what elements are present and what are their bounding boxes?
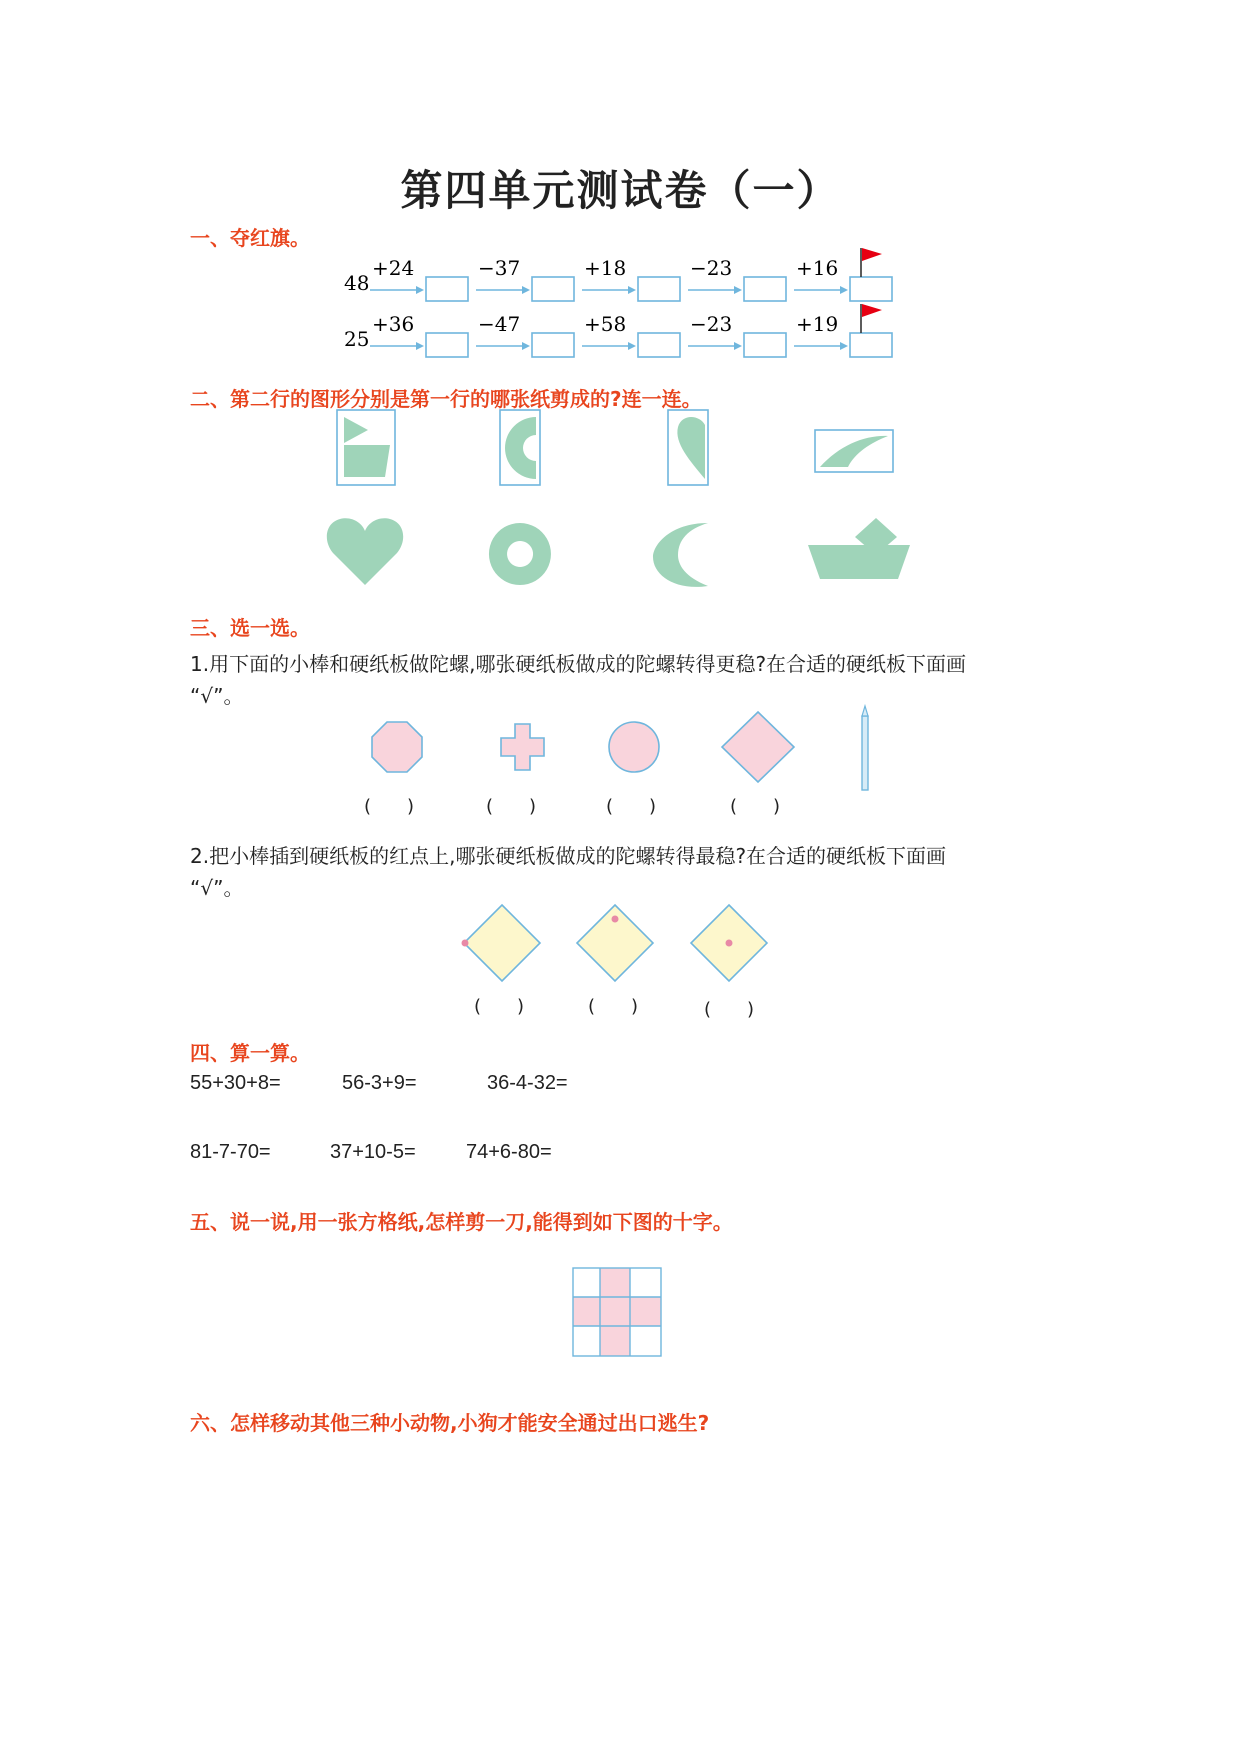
chain-start: 48 <box>344 271 370 295</box>
chain-arrow <box>582 286 636 294</box>
calc-item: 55+30+8= <box>190 1072 281 1094</box>
answer-paren[interactable]: ( ) <box>588 996 639 1017</box>
answer-box[interactable] <box>850 333 892 357</box>
chain-op: +24 <box>372 256 415 280</box>
chain-op: −47 <box>478 312 521 336</box>
answer-box[interactable] <box>850 277 892 301</box>
question-3-1-text: 1.用下面的小棒和硬纸板做陀螺,哪张硬纸板做成的陀螺转得更稳?在合适的硬纸板下面画 <box>190 652 967 676</box>
chain-arrow <box>370 286 424 294</box>
crescent-shape <box>653 523 708 587</box>
answer-box[interactable] <box>426 333 468 357</box>
answer-box[interactable] <box>532 333 574 357</box>
cross-horizontal <box>573 1297 661 1326</box>
red-dot <box>612 916 619 923</box>
chain-op: +58 <box>584 312 627 336</box>
answer-box[interactable] <box>744 277 786 301</box>
answer-paren[interactable]: ( ) <box>364 796 415 817</box>
red-dot <box>726 940 733 947</box>
chain-op: −37 <box>478 256 521 280</box>
chain-row-2 <box>344 304 892 357</box>
chain-op: −23 <box>690 312 733 336</box>
calc-item: 37+10-5= <box>330 1141 416 1163</box>
question-3-2-text: 2.把小棒插到硬纸板的红点上,哪张硬纸板做成的陀螺转得最稳?在合适的硬纸板下面画 <box>190 844 947 868</box>
ring-shape <box>489 523 551 585</box>
answer-box[interactable] <box>744 333 786 357</box>
cut-shapes-diagram <box>320 405 920 595</box>
paper-with-half-ring <box>500 410 540 485</box>
question-3-2-text-cont: “√”。 <box>190 876 244 900</box>
red-flag-icon <box>861 248 882 277</box>
chain-row-1 <box>344 248 892 301</box>
chain-arrow <box>688 342 742 350</box>
spinning-top-boards-1 <box>360 700 900 800</box>
chain-diagram <box>330 240 910 365</box>
section-2-heading: 二、第二行的图形分别是第一行的哪张纸剪成的?连一连。 <box>190 387 702 411</box>
chain-arrow <box>688 286 742 294</box>
chain-op: −23 <box>690 256 733 280</box>
cross-board <box>501 724 544 770</box>
chain-op: +19 <box>796 312 839 336</box>
answer-box[interactable] <box>638 333 680 357</box>
page-title: 第四单元测试卷（一） <box>400 166 841 215</box>
spinning-top-boards-2 <box>455 895 795 995</box>
chain-arrow <box>476 342 530 350</box>
calc-item: 74+6-80= <box>466 1141 552 1163</box>
section-4-heading: 四、算一算。 <box>190 1041 310 1065</box>
answer-paren[interactable]: ( ) <box>606 796 657 817</box>
chain-start: 25 <box>344 327 370 351</box>
answer-paren[interactable]: ( ) <box>704 999 755 1020</box>
chain-arrow <box>794 342 848 350</box>
answer-box[interactable] <box>532 277 574 301</box>
cross-grid-figure <box>570 1265 666 1361</box>
answer-paren[interactable]: ( ) <box>730 796 781 817</box>
paper-with-crescent <box>815 430 893 472</box>
calc-item: 81-7-70= <box>190 1141 271 1163</box>
calc-item: 36-4-32= <box>487 1072 568 1094</box>
section-6-heading: 六、怎样移动其他三种小动物,小狗才能安全通过出口逃生? <box>190 1411 710 1435</box>
answer-box[interactable] <box>426 277 468 301</box>
red-dot <box>462 940 469 947</box>
section-1-heading: 一、夺红旗。 <box>190 226 310 250</box>
chain-arrow <box>794 286 848 294</box>
chain-op: +36 <box>372 312 415 336</box>
answer-box[interactable] <box>638 277 680 301</box>
diamond-board <box>722 712 794 782</box>
circle-board <box>609 722 659 772</box>
section-5-heading: 五、说一说,用一张方格纸,怎样剪一刀,能得到如下图的十字。 <box>190 1210 733 1234</box>
paper-with-flag-boat <box>337 410 395 485</box>
heart-shape <box>327 518 403 585</box>
octagon-board <box>372 722 422 772</box>
stick-icon <box>862 706 868 790</box>
answer-paren[interactable]: ( ) <box>474 996 525 1017</box>
question-3-1-text-cont: “√”。 <box>190 684 244 708</box>
calc-item: 56-3+9= <box>342 1072 417 1094</box>
chain-arrow <box>370 342 424 350</box>
answer-paren[interactable]: ( ) <box>486 796 537 817</box>
chain-arrow <box>582 342 636 350</box>
paper-with-half-heart <box>668 410 708 485</box>
diamond-board-edge-dot <box>464 905 540 981</box>
chain-op: +16 <box>796 256 839 280</box>
boat-with-flag-shape <box>808 518 910 579</box>
chain-arrow <box>476 286 530 294</box>
chain-op: +18 <box>584 256 627 280</box>
section-3-heading: 三、选一选。 <box>190 616 310 640</box>
red-flag-icon <box>861 304 882 333</box>
